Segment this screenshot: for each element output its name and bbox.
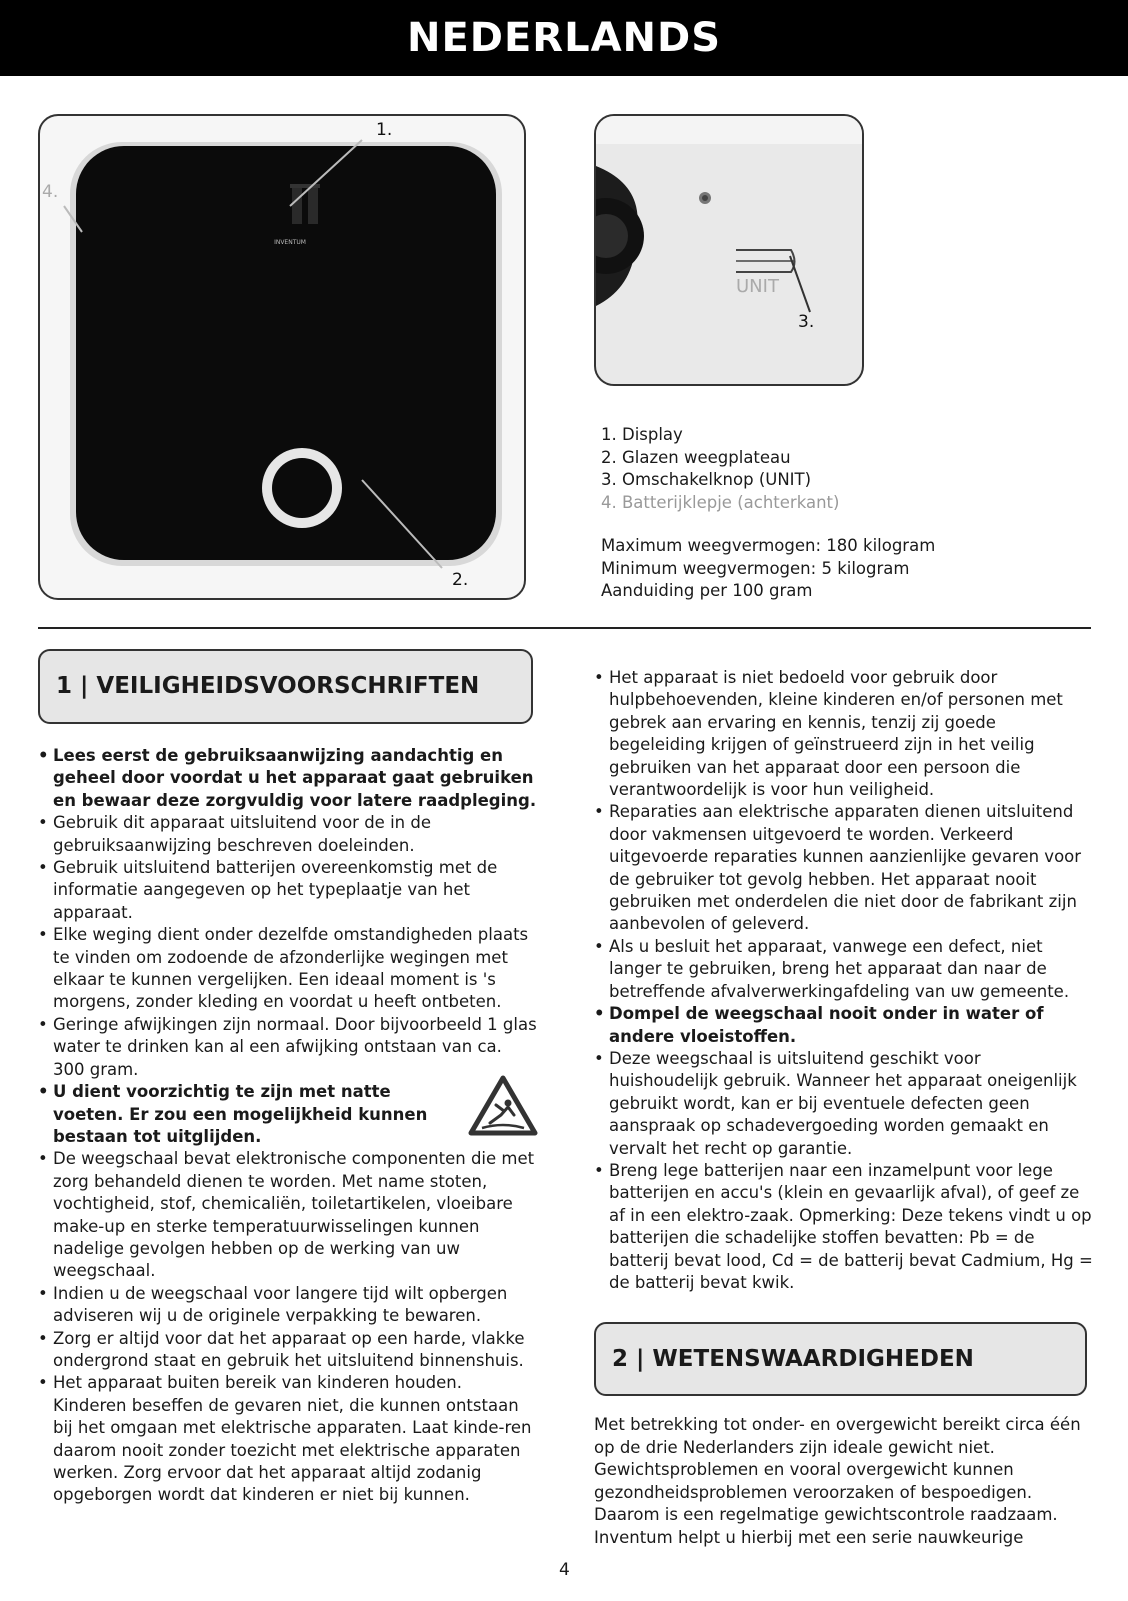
section-heading-safety: 1 | VEILIGHEIDSVOORSCHRIFTEN: [38, 649, 533, 724]
list-item: • Gebruik uitsluitend batterijen overeenkomstig met de informatie aangegeven op het typeplaatje van het apparaat.: [38, 857, 538, 924]
list-item: • Het apparaat buiten bereik van kinderen houden. Kinderen beseffen de gevaren niet, die kunnen ontstaan bij het omgaan met elektrische apparaten. Laat kinde-ren daarom nooit zonder toezicht met elektrische apparaten werken. Zorg ervoor dat het apparaat altijd zodanig opgeborgen wordt dat kinderen er niet bij kunnen.: [38, 1372, 538, 1506]
list-item: • Indien u de weegschaal voor langere tijd wilt opbergen adviseren wij u de originele verpakking te bewaren.: [38, 1283, 538, 1328]
section-heading-facts: 2 | WETENSWAARDIGHEDEN: [594, 1322, 1087, 1396]
scale-illustration: [40, 116, 524, 598]
part-item: 4. Batterijklepje (achterkant): [601, 492, 840, 512]
list-item-warning: [38, 1081, 538, 1148]
part-item: 1. Display: [601, 425, 683, 444]
page-header: NEDERLANDS: [0, 0, 1128, 76]
list-item: • Elke weging dient onder dezelfde omstandigheden plaats te vinden om zodoende de afzonderlijke wegingen met elkaar te kunnen vergelijken. Een ideaal moment is 's morgens, zonder kleding en voordat u heeft ontbeten.: [38, 924, 538, 1014]
list-item: • Dompel de weegschaal nooit onder in water of andere vloeistoffen.: [594, 1003, 1094, 1048]
callout-unit-switch: 3.: [798, 312, 815, 332]
part-item: 2. Glazen weegplateau: [601, 447, 791, 467]
spec-item: Minimum weegvermogen: 5 kilogram: [601, 558, 910, 578]
page-number: 4: [559, 1560, 570, 1580]
unit-switch-illustration: [596, 116, 862, 384]
part-item: 3. Omschakelknop (UNIT): [601, 470, 812, 489]
warning-text: • U dient voorzichtig te zijn met natte voeten. Er zou een mogelijkheid kunnen bestaan tot uitglijden.: [53, 1082, 428, 1146]
list-item: • Gebruik dit apparaat uitsluitend voor de in de gebruiksaanwijzing beschreven doeleinden.: [38, 812, 538, 857]
list-item: • Zorg er altijd voor dat het apparaat op een harde, vlakke ondergrond staat en gebruik het uitsluitend binnenshuis.: [38, 1328, 538, 1373]
list-item: • Breng lege batterijen naar een inzamelpunt voor lege batterijen en accu's (klein en gevaarlijk afval), of geef ze af in een elektro-zaak. Opmerking: Deze tekens vindt u op batterijen die schadelijke stoffen bevatten: Pb = de batterij bevat lood, Cd = de batterij bevat Cadmium, Hg = de batterij bevat kwik.: [594, 1160, 1094, 1294]
list-item: • Als u besluit het apparaat, vanwege een defect, niet langer te gebruiken, breng het apparaat dan naar de betreffende afvalverwerkingafdeling van uw gemeente.: [594, 936, 1094, 1003]
safety-list-right: [594, 667, 1094, 1294]
list-item: • Lees eerst de gebruiksaanwijzing aandachtig en geheel door voordat u het apparaat gaat gebruiken en bewaar deze zorgvuldig voor latere raadpleging.: [38, 745, 538, 812]
list-item: • Reparaties aan elektrische apparaten dienen uitsluitend door vakmensen uitgevoerd te worden. Verkeerd uitgevoerde reparaties kunnen aanzienlijke gevaren voor de gebruiker tot gevolg hebben. Het apparaat nooit gebruiken met onderdelen die niet door de fabrikant zijn aanbevolen of geleverd.: [594, 801, 1094, 935]
callout-battery: 4.: [42, 182, 59, 202]
facts-paragraph: Met betrekking tot onder- en overgewicht bereikt circa één op de drie Nederlanders zijn ideale gewicht niet. Gewichtsproblemen en vooral overgewicht kunnen gezondheidsproblemen veroorzaken of bespoedigen. Daarom is een regelmatige gewichtscontrole raadzaam. Inventum helpt u hierbij met een serie nauwkeurige: [594, 1415, 1081, 1547]
brand-logo: INVENTUM: [274, 239, 306, 246]
spec-item: Maximum weegvermogen: 180 kilogram: [601, 536, 936, 555]
parts-and-specs: [601, 424, 935, 603]
safety-list-left: [38, 745, 538, 1507]
spec-item: Aanduiding per 100 gram: [601, 581, 813, 600]
slip-warning-icon: [468, 1075, 538, 1137]
list-item: • De weegschaal bevat elektronische componenten die met zorg behandeld dienen te worden. Met name stoten, vochtigheid, stof, chemicaliën, toiletartikelen, vloeibare make-up en sterke temperatuurwisselingen kunnen nadelige gevolgen hebben op de werking van uw weegschaal.: [38, 1148, 538, 1282]
unit-label: UNIT: [736, 276, 779, 297]
divider: [38, 627, 1091, 629]
list-item: • Geringe afwijkingen zijn normaal. Door bijvoorbeeld 1 glas water te drinken kan al een afwijking ontstaan van ca. 300 gram.: [38, 1014, 538, 1081]
unit-switch-detail-image: [594, 114, 864, 386]
callout-display: 1.: [376, 120, 393, 140]
list-item: • Deze weegschaal is uitsluitend geschikt voor huishoudelijk gebruik. Wanneer het apparaat oneigenlijk gebruikt wordt, kan er bij eventuele defecten geen aanspraak op schadevergoeding worden gemaakt en vervalt het recht op garantie.: [594, 1048, 1094, 1160]
callout-plate: 2.: [452, 570, 469, 590]
list-item: • Het apparaat is niet bedoeld voor gebruik door hulpbehoevenden, kleine kinderen en/of personen met gebrek aan ervaring en kennis, tenzij zij goede begeleiding krijgen of geïnstrueerd zijn in het veilig gebruiken van het apparaat door een persoon die verantwoordelijk is voor hun veiligheid.: [594, 667, 1094, 801]
scale-top-view-image: [38, 114, 526, 600]
